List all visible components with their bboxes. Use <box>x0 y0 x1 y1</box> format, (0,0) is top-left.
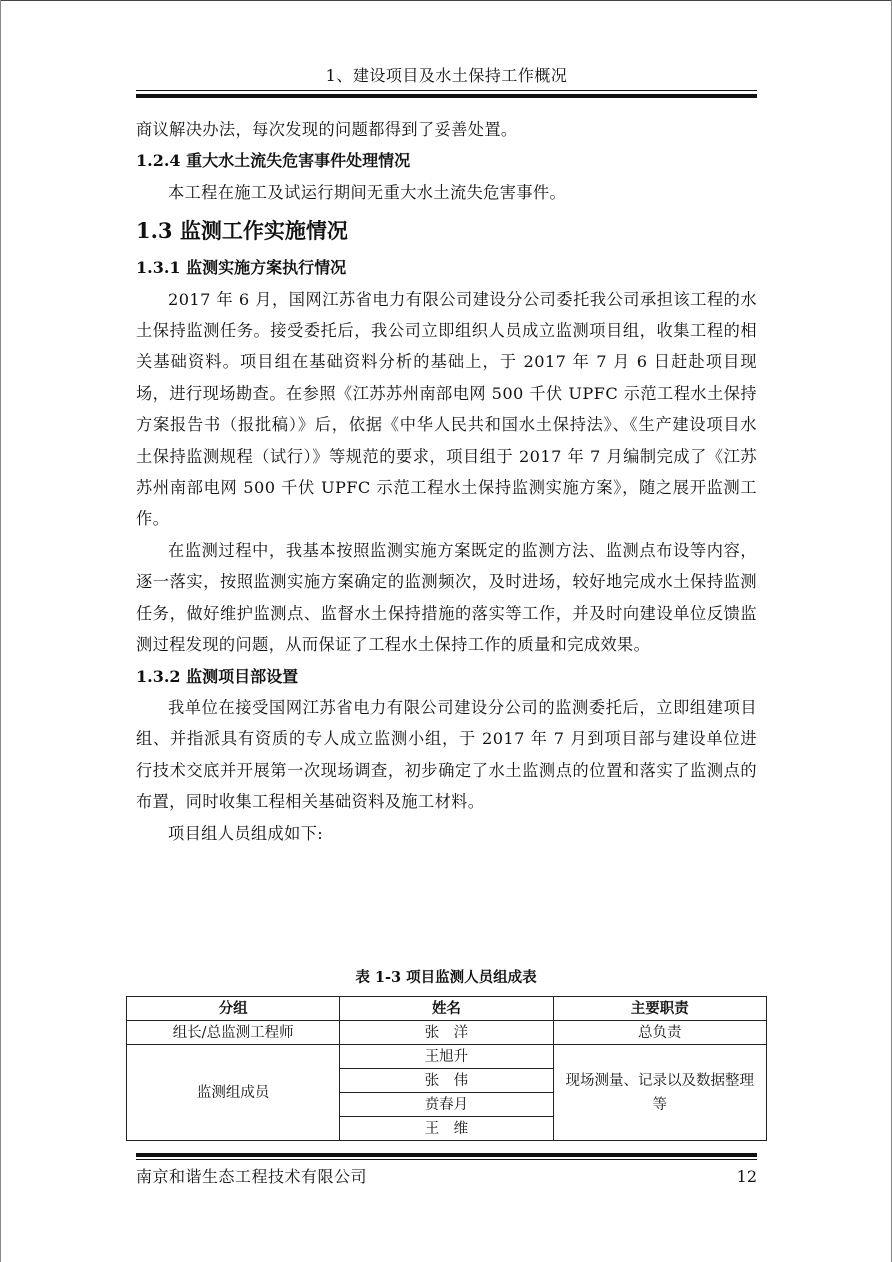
running-header: 1、建设项目及水土保持工作概况 <box>325 66 568 85</box>
cell-leader-duty: 总负责 <box>553 1021 766 1045</box>
section-heading-1-3-1: 1.3.1 监测实施方案执行情况 <box>136 258 347 278</box>
header-name: 姓名 <box>340 997 553 1021</box>
header-rule-thin <box>136 90 757 91</box>
cell-member-name: 王旭升 <box>340 1045 553 1069</box>
footer-company: 南京和谐生态工程技术有限公司 <box>136 1167 368 1186</box>
cell-leader-group: 组长/总监测工程师 <box>127 1021 340 1045</box>
paragraph-no-incidents: 本工程在施工及试运行期间无重大水土流失危害事件。 <box>168 182 567 202</box>
header-duty: 主要职责 <box>553 997 766 1021</box>
cell-member-name: 张 伟 <box>340 1069 553 1093</box>
paragraph-plan-execution: 2017 年 6 月，国网江苏省电力有限公司建设分公司委托我公司承担该工程的水土保持监测任务。接受委托后，我公司立即组织人员成立监测项目组，收集工程的相关基础资料。项目组在基础资料分析的基础上，于 2017 年 7 月 6 日赶赴项目现场，进行现场勘查。在参照《江苏苏州南部电网 500 千伏 UPFC 示范工程水土保持方案报告书（报批稿）》后，依据《中华人民共和国水土保持法》、《生产建设项目水土保持监测规程（试行）》等规范的要求，项目组于 2017 年 7 月编制完成了《江苏苏州南部电网 500 千伏 UPFC 示范工程水土保持监测实施方案》，随之展开监测工作。 <box>136 289 757 529</box>
table-row <box>127 1045 767 1069</box>
cell-member-name: 王 维 <box>340 1117 553 1141</box>
page-top-border <box>0 0 892 1</box>
table-caption: 表 1-3 项目监测人员组成表 <box>355 969 537 986</box>
cell-member-name: 贲春月 <box>340 1093 553 1117</box>
footer-rule-thin <box>136 1159 757 1160</box>
staff-table <box>126 996 767 1141</box>
paragraph-project-dept: 我单位在接受国网江苏省电力有限公司建设分公司的监测委托后，立即组建项目组、并指派具有资质的专人成立监测小组，于 2017 年 7 月到项目部与建设单位进行技术交底并开展第一次现场调查，初步确定了水土监测点的位置和落实了监测点的布置，同时收集工程相关基础资料及施工材料。 <box>136 697 757 812</box>
page-number: 12 <box>736 1167 757 1186</box>
cell-member-duty: 现场测量、记录以及数据整理等 <box>553 1045 766 1141</box>
section-heading-1-3-2: 1.3.2 监测项目部设置 <box>136 666 299 686</box>
page-left-border <box>0 0 1 1262</box>
table-header-row <box>127 997 767 1021</box>
header-group: 分组 <box>127 997 340 1021</box>
cell-leader-name: 张 洋 <box>340 1021 553 1045</box>
section-heading-1-2-4: 1.2.4 重大水土流失危害事件处理情况 <box>136 151 411 171</box>
page-body <box>136 114 757 849</box>
header-rule-thick <box>136 94 757 98</box>
paragraph-continuation: 商议解决办法，每次发现的问题都得到了妥善处置。 <box>136 120 518 139</box>
paragraph-team-intro: 项目组人员组成如下: <box>168 823 324 843</box>
paragraph-monitoring-process: 在监测过程中，我基本按照监测实施方案既定的监测方法、监测点布设等内容，逐一落实，按照监测实施方案确定的监测频次，及时进场，较好地完成水土保持监测任务，做好维护监测点、监督水土保持措施的落实等工作，并及时向建设单位反馈监测过程发现的问题，从而保证了工程水土保持工作的质量和完成效果。 <box>136 540 757 655</box>
section-heading-1-3: 1.3 监测工作实施情况 <box>136 218 348 244</box>
table-row <box>127 1021 767 1045</box>
cell-member-group: 监测组成员 <box>127 1045 340 1141</box>
footer-rule-thick <box>136 1153 757 1157</box>
